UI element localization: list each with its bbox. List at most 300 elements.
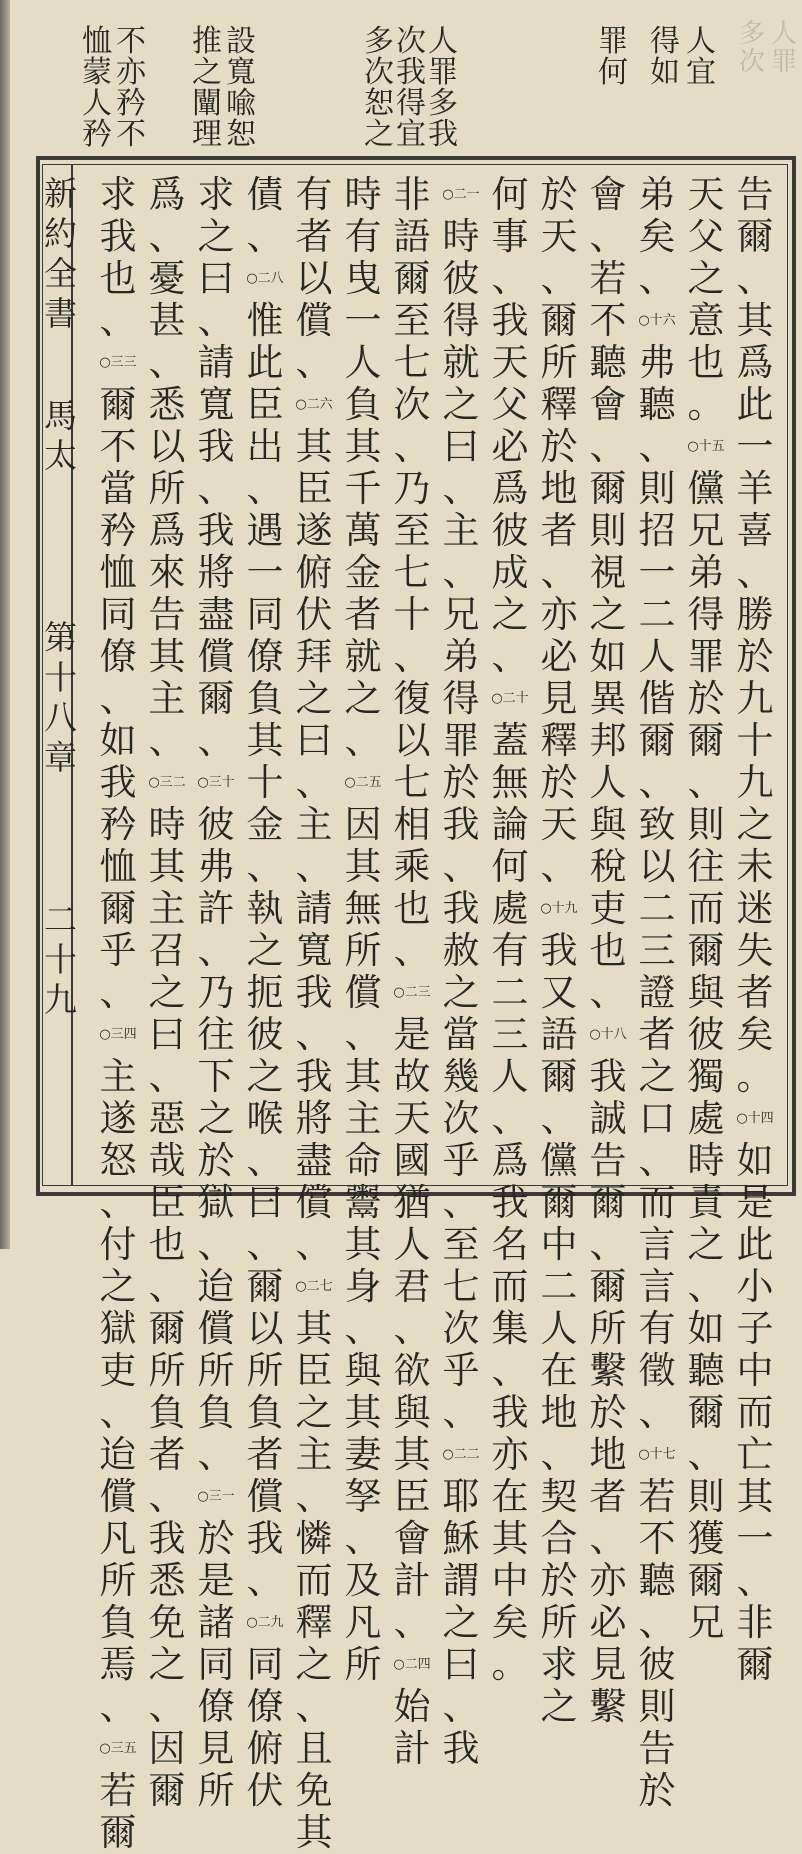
glyph: 如 bbox=[589, 635, 627, 678]
glyph: 十 bbox=[44, 658, 77, 697]
glyph: 赦 bbox=[442, 929, 480, 972]
glyph: 二 bbox=[44, 900, 77, 939]
glyph: 、 bbox=[148, 341, 186, 384]
glyph: 之 bbox=[442, 383, 480, 426]
glyph: 爾 bbox=[589, 1265, 627, 1308]
glyph: 、 bbox=[99, 677, 137, 720]
glyph: 凡 bbox=[99, 1517, 137, 1560]
glyph: 所 bbox=[148, 467, 186, 510]
glyph: 爾 bbox=[540, 1055, 578, 1098]
glyph: 七 bbox=[393, 761, 431, 804]
glyph: 悉 bbox=[148, 383, 186, 426]
glyph: 以 bbox=[295, 257, 333, 300]
glyph: 人 bbox=[344, 341, 382, 384]
glyph: 曰 bbox=[295, 719, 333, 762]
glyph: 於 bbox=[197, 1139, 235, 1182]
main-text bbox=[86, 173, 782, 1854]
glyph: 時 bbox=[687, 1139, 725, 1182]
glyph: 主 bbox=[442, 509, 480, 552]
glyph: 一 bbox=[344, 299, 382, 342]
glyph: 我 bbox=[148, 1517, 186, 1560]
glyph: 子 bbox=[736, 1307, 774, 1350]
glyph: 、 bbox=[246, 1223, 284, 1266]
glyph: 成 bbox=[491, 551, 529, 594]
glyph: 出 bbox=[246, 425, 284, 468]
glyph: 何 bbox=[598, 55, 628, 90]
glyph: 釋 bbox=[295, 1601, 333, 1644]
verse-number: ○十七 bbox=[638, 1447, 676, 1462]
glyph: 、 bbox=[540, 1433, 578, 1476]
glyph: 不 bbox=[116, 117, 146, 152]
glyph: 非 bbox=[393, 173, 431, 216]
glyph: 且 bbox=[295, 1727, 333, 1770]
glyph: 萬 bbox=[344, 509, 382, 552]
glyph: 、 bbox=[736, 551, 774, 594]
glyph: 迨 bbox=[197, 1265, 235, 1308]
glyph: 負 bbox=[246, 677, 284, 720]
glyph: 獨 bbox=[687, 1055, 725, 1098]
glyph: 爲 bbox=[736, 341, 774, 384]
verse-number: ○二十 bbox=[491, 691, 529, 706]
glyph: 乎 bbox=[99, 929, 137, 972]
glyph: 、 bbox=[638, 761, 676, 804]
glyph: 幾 bbox=[442, 1055, 480, 1098]
glyph: 有 bbox=[638, 1307, 676, 1350]
glyph: 、 bbox=[442, 845, 480, 888]
glyph: 盡 bbox=[197, 593, 235, 636]
glyph: 所 bbox=[148, 1349, 186, 1392]
glyph: 則 bbox=[638, 1685, 676, 1728]
text-column bbox=[440, 174, 482, 1770]
glyph: 喩 bbox=[226, 86, 256, 121]
glyph: 、 bbox=[589, 1223, 627, 1266]
glyph: 、 bbox=[148, 1475, 186, 1518]
glyph: 、 bbox=[393, 929, 431, 972]
glyph: 而 bbox=[491, 1265, 529, 1308]
glyph: 之 bbox=[197, 215, 235, 258]
glyph: 非 bbox=[736, 1601, 774, 1644]
glyph: 多 bbox=[738, 19, 765, 49]
verse-number: ○二五 bbox=[344, 775, 382, 790]
glyph: 欲 bbox=[393, 1349, 431, 1392]
glyph: 人 bbox=[82, 86, 112, 121]
header-column bbox=[80, 26, 114, 150]
verse-number: ○三三 bbox=[99, 355, 137, 370]
glyph: 所 bbox=[344, 929, 382, 972]
glyph: 謂 bbox=[442, 1559, 480, 1602]
text-column bbox=[489, 174, 531, 1686]
glyph: 所 bbox=[540, 1601, 578, 1644]
glyph: 者 bbox=[246, 1433, 284, 1476]
glyph: 弗 bbox=[638, 341, 676, 384]
glyph: 以 bbox=[393, 719, 431, 762]
glyph: 者 bbox=[295, 215, 333, 258]
glyph: 得 bbox=[442, 677, 480, 720]
glyph: 故 bbox=[393, 1055, 431, 1098]
glyph: 、 bbox=[442, 467, 480, 510]
glyph: 乃 bbox=[197, 971, 235, 1014]
glyph: 我 bbox=[491, 1181, 529, 1224]
glyph: 、 bbox=[687, 761, 725, 804]
glyph: 所 bbox=[197, 1349, 235, 1392]
glyph: 其 bbox=[344, 1055, 382, 1098]
glyph: 也 bbox=[148, 1223, 186, 1266]
glyph: 主 bbox=[148, 887, 186, 930]
glyph: 其 bbox=[344, 1391, 382, 1434]
glyph: 何 bbox=[491, 845, 529, 888]
glyph: 債 bbox=[246, 173, 284, 216]
glyph: 請 bbox=[197, 341, 235, 384]
glyph: 罪 bbox=[687, 635, 725, 678]
glyph: 許 bbox=[197, 887, 235, 930]
glyph: 徵 bbox=[638, 1349, 676, 1392]
glyph: 天 bbox=[491, 341, 529, 384]
glyph: 三 bbox=[491, 1013, 529, 1056]
glyph: 八 bbox=[44, 698, 77, 737]
glyph: 、 bbox=[393, 635, 431, 678]
glyph: 我 bbox=[442, 887, 480, 930]
glyph: 、 bbox=[540, 551, 578, 594]
glyph: 於 bbox=[736, 635, 774, 678]
glyph: 書 bbox=[44, 294, 77, 333]
glyph: 兄 bbox=[687, 1601, 725, 1644]
glyph: 如 bbox=[687, 1307, 725, 1350]
glyph: 視 bbox=[589, 551, 627, 594]
glyph: 、 bbox=[99, 299, 137, 342]
glyph: 有 bbox=[295, 173, 333, 216]
glyph: 如 bbox=[650, 55, 680, 90]
glyph: 二 bbox=[638, 887, 676, 930]
glyph: 語 bbox=[540, 1013, 578, 1056]
glyph: 就 bbox=[344, 635, 382, 678]
glyph: 之 bbox=[442, 971, 480, 1014]
glyph: 意 bbox=[687, 299, 725, 342]
glyph: 乎 bbox=[442, 1349, 480, 1392]
glyph: 拜 bbox=[295, 635, 333, 678]
glyph: 怒 bbox=[99, 1139, 137, 1182]
glyph: 若 bbox=[99, 1769, 137, 1812]
glyph: 僚 bbox=[246, 1685, 284, 1728]
glyph: 口 bbox=[638, 1097, 676, 1140]
glyph: 始 bbox=[393, 1685, 431, 1728]
glyph: 無 bbox=[344, 887, 382, 930]
glyph: 爾 bbox=[197, 677, 235, 720]
glyph: 次 bbox=[393, 383, 431, 426]
glyph: 彼 bbox=[442, 257, 480, 300]
glyph: 其 bbox=[295, 1307, 333, 1350]
glyph: 多 bbox=[364, 24, 394, 59]
glyph: 十 bbox=[246, 761, 284, 804]
glyph: 、 bbox=[540, 845, 578, 888]
glyph: 於 bbox=[540, 425, 578, 468]
glyph: 有 bbox=[491, 929, 529, 972]
glyph: 臣 bbox=[393, 1475, 431, 1518]
glyph: 而 bbox=[687, 887, 725, 930]
glyph: 一 bbox=[736, 425, 774, 468]
glyph: 、 bbox=[197, 1223, 235, 1266]
verse-number: ○二四 bbox=[393, 1657, 431, 1672]
running-footer bbox=[44, 174, 77, 1184]
glyph: 蓋 bbox=[491, 719, 529, 762]
glyph: 爾 bbox=[148, 1769, 186, 1812]
glyph: 告 bbox=[638, 1727, 676, 1770]
glyph: 不 bbox=[589, 299, 627, 342]
header-column bbox=[224, 26, 258, 150]
glyph: 下 bbox=[197, 1055, 235, 1098]
text-column bbox=[587, 174, 629, 1728]
glyph: 告 bbox=[736, 173, 774, 216]
glyph: 求 bbox=[197, 173, 235, 216]
glyph: 其 bbox=[295, 425, 333, 468]
glyph: 、 bbox=[295, 761, 333, 804]
glyph: 時 bbox=[148, 803, 186, 846]
glyph: 扼 bbox=[246, 971, 284, 1014]
glyph: 負 bbox=[148, 1391, 186, 1434]
glyph: 、 bbox=[197, 1433, 235, 1476]
text-column bbox=[391, 174, 433, 1770]
glyph: 必 bbox=[589, 1601, 627, 1644]
glyph: 迨 bbox=[99, 1433, 137, 1476]
text-column bbox=[538, 174, 580, 1728]
glyph: 全 bbox=[44, 254, 77, 293]
glyph: 弟 bbox=[442, 635, 480, 678]
glyph: 主 bbox=[295, 803, 333, 846]
glyph: 惡 bbox=[148, 1097, 186, 1140]
verse-number: ○二一 bbox=[442, 187, 480, 202]
glyph: 也 bbox=[393, 887, 431, 930]
glyph: 之 bbox=[295, 1391, 333, 1434]
glyph: 其 bbox=[344, 845, 382, 888]
glyph: 十 bbox=[393, 593, 431, 636]
text-column bbox=[342, 174, 384, 1686]
verse-number: ○三二 bbox=[148, 775, 186, 790]
glyph: 得 bbox=[650, 24, 680, 59]
glyph: 失 bbox=[736, 929, 774, 972]
glyph: 、 bbox=[491, 1097, 529, 1140]
glyph: 則 bbox=[638, 467, 676, 510]
glyph: 及 bbox=[344, 1559, 382, 1602]
glyph: 、 bbox=[638, 257, 676, 300]
glyph: 父 bbox=[491, 383, 529, 426]
glyph: 喉 bbox=[246, 1097, 284, 1140]
glyph: 金 bbox=[344, 551, 382, 594]
glyph: 理 bbox=[192, 117, 222, 152]
glyph: 合 bbox=[540, 1517, 578, 1560]
header-column bbox=[114, 26, 148, 150]
glyph: 爾 bbox=[687, 1391, 725, 1434]
glyph: 於 bbox=[197, 1517, 235, 1560]
glyph: 爾 bbox=[687, 719, 725, 762]
glyph: 次 bbox=[442, 1307, 480, 1350]
glyph: 告 bbox=[589, 1139, 627, 1182]
glyph: 儻 bbox=[540, 1139, 578, 1182]
glyph: 君 bbox=[393, 1265, 431, 1308]
glyph: 爾 bbox=[148, 1307, 186, 1350]
glyph: 、 bbox=[295, 1013, 333, 1056]
glyph: 請 bbox=[295, 887, 333, 930]
glyph: 、 bbox=[197, 467, 235, 510]
verse-number: ○十五 bbox=[687, 439, 725, 454]
glyph: 論 bbox=[491, 803, 529, 846]
glyph: 宜 bbox=[686, 55, 716, 90]
verse-number: ○十六 bbox=[638, 313, 676, 328]
glyph: 將 bbox=[295, 1097, 333, 1140]
glyph: 、 bbox=[736, 257, 774, 300]
glyph: 、 bbox=[295, 1223, 333, 1266]
glyph: 孥 bbox=[344, 1475, 382, 1518]
glyph: 、 bbox=[197, 299, 235, 342]
glyph: 、 bbox=[442, 1685, 480, 1728]
glyph: 臣 bbox=[295, 1349, 333, 1392]
glyph: 人 bbox=[589, 761, 627, 804]
glyph: 、 bbox=[246, 845, 284, 888]
glyph: 其 bbox=[344, 425, 382, 468]
glyph: 則 bbox=[589, 509, 627, 552]
glyph: 之 bbox=[540, 1685, 578, 1728]
glyph: 惟 bbox=[246, 299, 284, 342]
glyph: 我 bbox=[295, 1055, 333, 1098]
glyph: 同 bbox=[99, 593, 137, 636]
glyph: 千 bbox=[344, 467, 382, 510]
glyph: 人 bbox=[686, 24, 716, 59]
glyph: 如 bbox=[99, 719, 137, 762]
verse-number: ○三五 bbox=[99, 1741, 137, 1756]
glyph: 以 bbox=[246, 1307, 284, 1350]
glyph: 必 bbox=[540, 635, 578, 678]
glyph: 者 bbox=[638, 1013, 676, 1056]
glyph: 設 bbox=[226, 24, 256, 59]
glyph: 人 bbox=[491, 1055, 529, 1098]
glyph: 天 bbox=[687, 173, 725, 216]
glyph: 所 bbox=[246, 1349, 284, 1392]
glyph: 約 bbox=[44, 214, 77, 253]
glyph: 章 bbox=[44, 738, 77, 777]
glyph: 、 bbox=[99, 1181, 137, 1224]
glyph: 爾 bbox=[99, 887, 137, 930]
glyph: 時 bbox=[442, 215, 480, 258]
glyph: 寬 bbox=[226, 55, 256, 90]
glyph: 爾 bbox=[736, 215, 774, 258]
glyph: 是 bbox=[736, 1181, 774, 1224]
glyph: 爾 bbox=[589, 467, 627, 510]
glyph: 當 bbox=[99, 467, 137, 510]
glyph: 復 bbox=[393, 677, 431, 720]
glyph: 爾 bbox=[589, 1181, 627, 1224]
glyph: 往 bbox=[197, 1013, 235, 1056]
glyph: 、 bbox=[540, 257, 578, 300]
glyph: 責 bbox=[687, 1181, 725, 1224]
glyph: 者 bbox=[344, 593, 382, 636]
glyph: 亦 bbox=[491, 1433, 529, 1476]
glyph: 彼 bbox=[687, 1013, 725, 1056]
glyph: 其 bbox=[491, 1517, 529, 1560]
header-verses bbox=[58, 20, 738, 156]
glyph: 曰 bbox=[442, 425, 480, 468]
glyph: 我 bbox=[99, 215, 137, 258]
glyph: 見 bbox=[197, 1727, 235, 1770]
glyph: 亦 bbox=[116, 55, 146, 90]
glyph: 稅 bbox=[589, 845, 627, 888]
glyph: 主 bbox=[148, 677, 186, 720]
glyph: 其 bbox=[295, 1811, 333, 1854]
glyph: 爾 bbox=[99, 383, 137, 426]
header-column bbox=[426, 26, 460, 150]
glyph: 罪 bbox=[598, 24, 628, 59]
glyph: 爾 bbox=[99, 1811, 137, 1854]
glyph: 焉 bbox=[99, 1643, 137, 1686]
glyph: 之 bbox=[197, 1097, 235, 1140]
glyph: 如 bbox=[736, 1139, 774, 1182]
glyph: 、 bbox=[393, 1307, 431, 1350]
glyph: 恤 bbox=[99, 845, 137, 888]
glyph: 聽 bbox=[687, 1349, 725, 1392]
glyph: 償 bbox=[295, 299, 333, 342]
glyph: 十 bbox=[44, 940, 77, 979]
glyph: 於 bbox=[540, 1559, 578, 1602]
glyph: 諸 bbox=[197, 1601, 235, 1644]
glyph: 人 bbox=[540, 1307, 578, 1350]
glyph: 矜 bbox=[99, 803, 137, 846]
glyph: 也 bbox=[687, 341, 725, 384]
glyph: 地 bbox=[540, 467, 578, 510]
glyph: 彼 bbox=[638, 1643, 676, 1686]
glyph: 其 bbox=[246, 719, 284, 762]
book-title bbox=[44, 174, 77, 334]
glyph: 彼 bbox=[246, 1013, 284, 1056]
glyph: 二 bbox=[638, 593, 676, 636]
glyph: 會 bbox=[393, 1517, 431, 1560]
glyph: 我 bbox=[99, 761, 137, 804]
header-column bbox=[684, 26, 718, 88]
glyph: 七 bbox=[393, 341, 431, 384]
glyph: 、 bbox=[148, 1055, 186, 1098]
glyph: 曳 bbox=[344, 257, 382, 300]
glyph: 、 bbox=[148, 1265, 186, 1308]
glyph: 所 bbox=[540, 341, 578, 384]
glyph: 若 bbox=[589, 257, 627, 300]
glyph: 我 bbox=[197, 425, 235, 468]
glyph: 、 bbox=[344, 1517, 382, 1560]
glyph: 三 bbox=[638, 929, 676, 972]
glyph: 、 bbox=[295, 845, 333, 888]
verse-number: ○三十 bbox=[197, 775, 235, 790]
glyph: 同 bbox=[246, 593, 284, 636]
glyph: 悉 bbox=[148, 1559, 186, 1602]
page-edge bbox=[0, 0, 10, 1249]
glyph: 次 bbox=[442, 1097, 480, 1140]
glyph: 之 bbox=[295, 1643, 333, 1686]
glyph: 憐 bbox=[295, 1517, 333, 1560]
glyph: 此 bbox=[246, 341, 284, 384]
glyph: 甚 bbox=[148, 299, 186, 342]
glyph: 盡 bbox=[295, 1139, 333, 1182]
header-column bbox=[596, 26, 630, 88]
glyph: 我 bbox=[491, 1391, 529, 1434]
glyph: 執 bbox=[246, 887, 284, 930]
glyph: 我 bbox=[589, 1055, 627, 1098]
glyph: 與 bbox=[589, 803, 627, 846]
glyph: 第 bbox=[44, 618, 77, 657]
chapter-label bbox=[44, 618, 77, 778]
glyph: 一 bbox=[638, 551, 676, 594]
glyph: 、 bbox=[295, 1685, 333, 1728]
glyph: 、 bbox=[295, 1475, 333, 1518]
glyph: 、 bbox=[540, 1097, 578, 1140]
verse-number: ○十八 bbox=[589, 1027, 627, 1042]
glyph: 求 bbox=[99, 173, 137, 216]
glyph: 恕 bbox=[364, 86, 394, 121]
glyph: 、 bbox=[344, 1013, 382, 1056]
